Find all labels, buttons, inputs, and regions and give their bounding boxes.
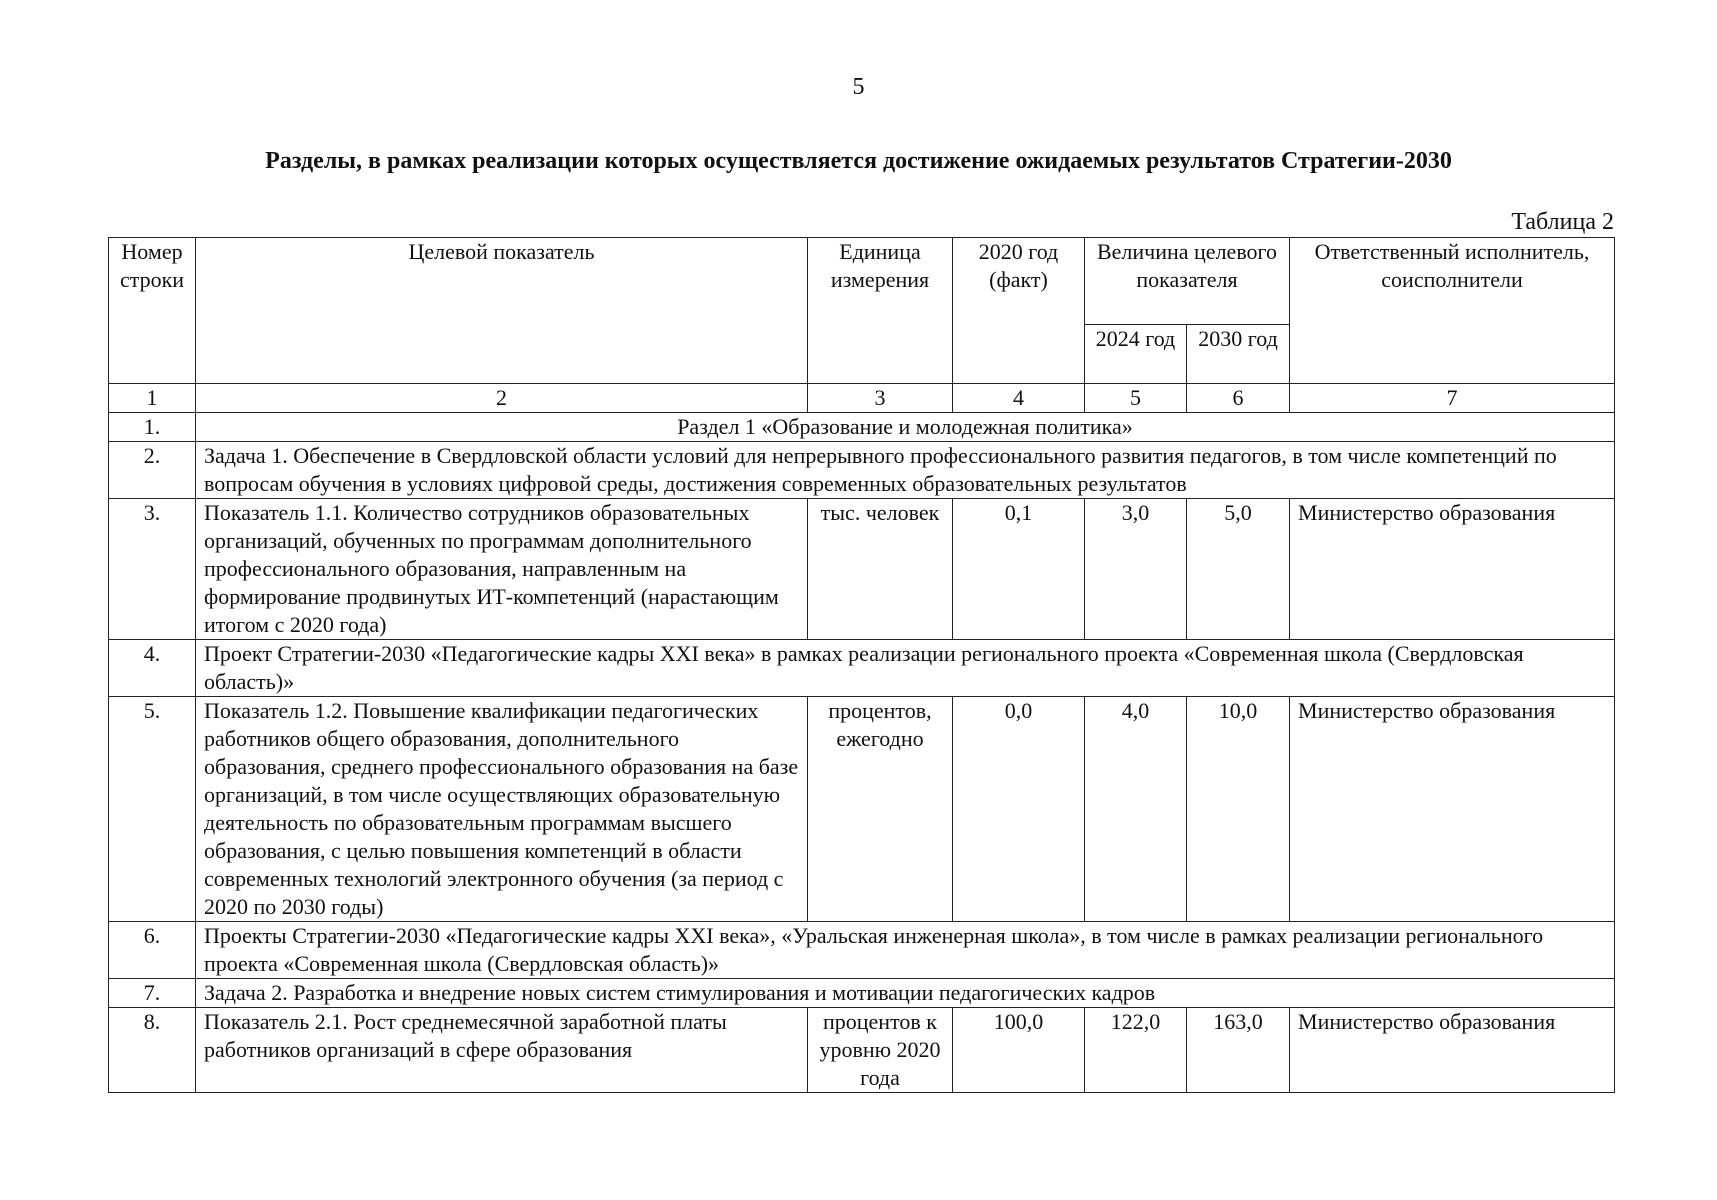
- indicator-text: Показатель 2.1. Рост среднемесячной заработной платы работников организаций в сфере образования: [196, 1008, 808, 1093]
- header-responsible: Ответственный исполнитель, соисполнители: [1290, 238, 1615, 384]
- section-row: [109, 442, 1615, 499]
- indicator-text: Показатель 1.2. Повышение квалификации педагогических работников общего образования, дополнительного образования, среднего профессионального образования на базе организаций, в том числе осуществляющих образовательную деятельность по образовательным программам высшего образования, с целью повышения компетенций в области современных технологий электронного обучения (за период с 2020 по 2030 годы): [196, 697, 808, 922]
- unit-cell: процентов, ежегодно: [808, 697, 953, 922]
- indicator-text: Показатель 1.1. Количество сотрудников образовательных организаций, обученных по программам дополнительного профессионального образования, направленным на формирование продвинутых ИТ-компетенций (нарастающим итогом с 2020 года): [196, 499, 808, 640]
- page-number: 5: [852, 74, 865, 100]
- column-number: 6: [1187, 384, 1290, 413]
- column-number: 5: [1085, 384, 1187, 413]
- row-number: 7.: [109, 979, 196, 1008]
- section-text: Раздел 1 «Образование и молодежная политика»: [196, 413, 1615, 442]
- header-2030: 2030 год: [1187, 325, 1290, 384]
- unit-cell: тыс. человек: [808, 499, 953, 640]
- value-2024: 3,0: [1085, 499, 1187, 640]
- column-number: 7: [1290, 384, 1615, 413]
- table-header-row: [109, 238, 1615, 325]
- value-2020: 0,1: [953, 499, 1085, 640]
- header-2020: 2020 год (факт): [953, 238, 1085, 384]
- column-number: 1: [109, 384, 196, 413]
- section-text: Проект Стратегии-2030 «Педагогические кадры XXI века» в рамках реализации регионального проекта «Современная школа (Свердловская область)»: [196, 640, 1615, 697]
- row-number: 1.: [109, 413, 196, 442]
- value-2020: 0,0: [953, 697, 1085, 922]
- row-number: 4.: [109, 640, 196, 697]
- row-number: 8.: [109, 1008, 196, 1093]
- row-number: 6.: [109, 922, 196, 979]
- value-2024: 122,0: [1085, 1008, 1187, 1093]
- targets-table: [108, 237, 1615, 1093]
- column-number-row: [109, 384, 1615, 413]
- section-row: [109, 640, 1615, 697]
- value-2020: 100,0: [953, 1008, 1085, 1093]
- indicator-row: [109, 499, 1615, 640]
- row-number: 3.: [109, 499, 196, 640]
- header-unit: Единица измерения: [808, 238, 953, 384]
- value-2030: 5,0: [1187, 499, 1290, 640]
- section-text: Задача 1. Обеспечение в Свердловской области условий для непрерывного профессионального развития педагогов, в том числе компетенций по вопросам обучения в условиях цифровой среды, достижения современных образовательных результатов: [196, 442, 1615, 499]
- responsible-cell: Министерство образования: [1290, 499, 1615, 640]
- indicator-row: [109, 1008, 1615, 1093]
- document-title: Разделы, в рамках реализации которых осуществляется достижение ожидаемых результатов Стратегии-2030: [265, 148, 1452, 174]
- header-row-number: Номер строки: [109, 238, 196, 384]
- column-number: 4: [953, 384, 1085, 413]
- header-indicator: Целевой показатель: [196, 238, 808, 384]
- value-2030: 163,0: [1187, 1008, 1290, 1093]
- value-2024: 4,0: [1085, 697, 1187, 922]
- responsible-cell: Министерство образования: [1290, 1008, 1615, 1093]
- responsible-cell: Министерство образования: [1290, 697, 1615, 922]
- row-number: 2.: [109, 442, 196, 499]
- column-number: 2: [196, 384, 808, 413]
- table-label: Таблица 2: [1511, 209, 1614, 235]
- section-row: [109, 979, 1615, 1008]
- header-2024: 2024 год: [1085, 325, 1187, 384]
- header-target-value: Величина целевого показателя: [1085, 238, 1290, 325]
- row-number: 5.: [109, 697, 196, 922]
- value-2030: 10,0: [1187, 697, 1290, 922]
- unit-cell: процентов к уровню 2020 года: [808, 1008, 953, 1093]
- section-row: [109, 922, 1615, 979]
- section-text: Проекты Стратегии-2030 «Педагогические кадры XXI века», «Уральская инженерная школа», в том числе в рамках реализации регионального проекта «Современная школа (Свердловская область)»: [196, 922, 1615, 979]
- section-row: [109, 413, 1615, 442]
- indicator-row: [109, 697, 1615, 922]
- column-number: 3: [808, 384, 953, 413]
- section-text: Задача 2. Разработка и внедрение новых систем стимулирования и мотивации педагогических кадров: [196, 979, 1615, 1008]
